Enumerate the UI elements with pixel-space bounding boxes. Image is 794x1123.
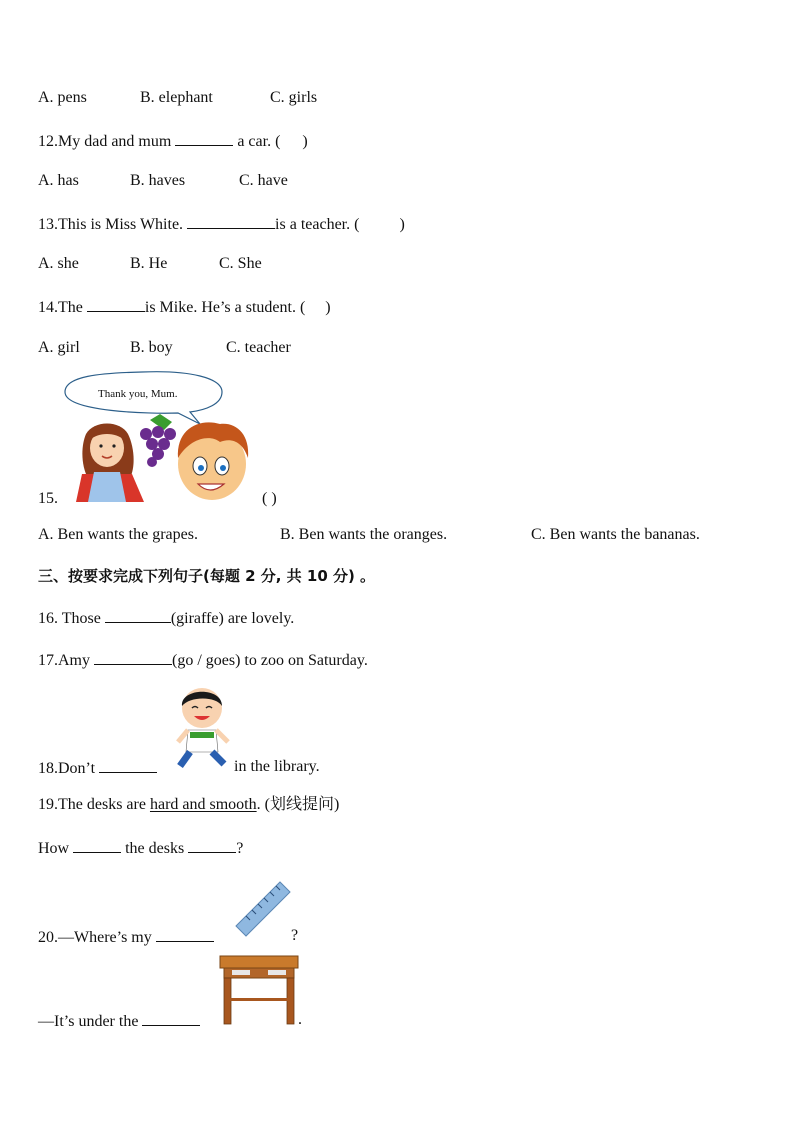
- q14-close: ): [325, 299, 331, 316]
- q11-option-b: B. elephant: [140, 89, 213, 106]
- q16-blank[interactable]: [105, 607, 171, 623]
- q13-close: ): [399, 216, 405, 233]
- q20-line2-prefix: —It’s under the: [38, 1013, 139, 1030]
- question-19: [38, 795, 339, 815]
- q14-option-a: A. girl: [38, 339, 80, 356]
- q20-blank-1[interactable]: [156, 926, 214, 942]
- q14-suffix: is Mike. He’s a student. (: [144, 299, 306, 316]
- running-boy-icon: [170, 686, 234, 774]
- mum-figure: [76, 424, 144, 503]
- question-14: [38, 296, 331, 318]
- q19-prefix: 19.The desks are: [38, 796, 146, 813]
- q20-line2-end: .: [298, 1011, 302, 1028]
- q17-prefix: 17.Amy: [38, 652, 90, 669]
- boy-figure: [178, 422, 248, 500]
- section-3-title: 三、按要求完成下列句子(每题 2 分, 共 10 分) 。: [38, 567, 376, 585]
- q14-blank[interactable]: [87, 296, 145, 312]
- q18-suffix: in the library.: [234, 758, 320, 775]
- q15-option-c: C. Ben wants the bananas.: [531, 526, 700, 543]
- question-19-answer: [38, 837, 243, 859]
- q11-option-a: A. pens: [38, 89, 87, 106]
- question-16: [38, 607, 294, 629]
- q19-line2-middle: the desks: [125, 840, 185, 857]
- q13-option-a: A. she: [38, 255, 79, 272]
- q18-blank[interactable]: [99, 757, 157, 773]
- q16-prefix: 16. Those: [38, 610, 101, 627]
- q20-line1-end: ?: [291, 927, 299, 944]
- q15-bubble-text: Thank you, Mum.: [98, 388, 178, 400]
- q19-line2-prefix: How: [38, 840, 70, 857]
- question-20-line-2: [38, 1010, 200, 1032]
- q16-suffix: (giraffe) are lovely.: [170, 610, 295, 627]
- q15-number: 15.: [38, 490, 58, 507]
- q17-suffix: (go / goes) to zoo on Saturday.: [172, 652, 368, 669]
- q12-option-b: B. haves: [130, 172, 186, 189]
- question-12: [38, 130, 308, 152]
- q12-suffix: a car. (: [237, 133, 281, 150]
- q20-blank-2[interactable]: [142, 1010, 200, 1026]
- q12-option-a: A. has: [38, 172, 79, 189]
- question-18: [38, 757, 157, 779]
- q13-prefix: 13.This is Miss White.: [38, 216, 184, 233]
- ruler-icon: [232, 878, 294, 938]
- desk-icon: [218, 950, 300, 1026]
- q15-answer-space[interactable]: ( ): [262, 490, 277, 507]
- q19-line2-end: ?: [236, 840, 244, 857]
- question-13: [38, 213, 405, 235]
- q20-line1-prefix: 20.—Where’s my: [38, 929, 152, 946]
- q13-option-c: C. She: [219, 255, 262, 272]
- q12-prefix: 12.My dad and mum: [38, 133, 172, 150]
- q17-blank[interactable]: [94, 649, 172, 665]
- q19-blank-2[interactable]: [188, 837, 236, 853]
- q15-option-a: A. Ben wants the grapes.: [38, 526, 198, 543]
- q12-blank[interactable]: [175, 130, 233, 146]
- grapes-icon: [140, 414, 176, 467]
- question-17: [38, 649, 368, 671]
- q14-option-c: C. teacher: [226, 339, 291, 356]
- q14-option-b: B. boy: [130, 339, 173, 356]
- q19-blank-1[interactable]: [73, 837, 121, 853]
- q14-prefix: 14.The: [38, 299, 83, 316]
- q12-option-c: C. have: [239, 172, 288, 189]
- q13-option-b: B. He: [130, 255, 168, 272]
- q19-suffix: . (划线提问): [256, 796, 340, 813]
- q15-option-b: B. Ben wants the oranges.: [280, 526, 448, 543]
- question-20-line-1: [38, 926, 214, 948]
- q19-underlined: hard and smooth: [149, 796, 257, 813]
- q13-suffix: is a teacher. (: [275, 216, 360, 233]
- q11-option-c: C. girls: [270, 89, 318, 106]
- q12-close: ): [302, 133, 308, 150]
- q18-prefix: 18.Don’t: [38, 760, 96, 777]
- q13-blank[interactable]: [187, 213, 275, 229]
